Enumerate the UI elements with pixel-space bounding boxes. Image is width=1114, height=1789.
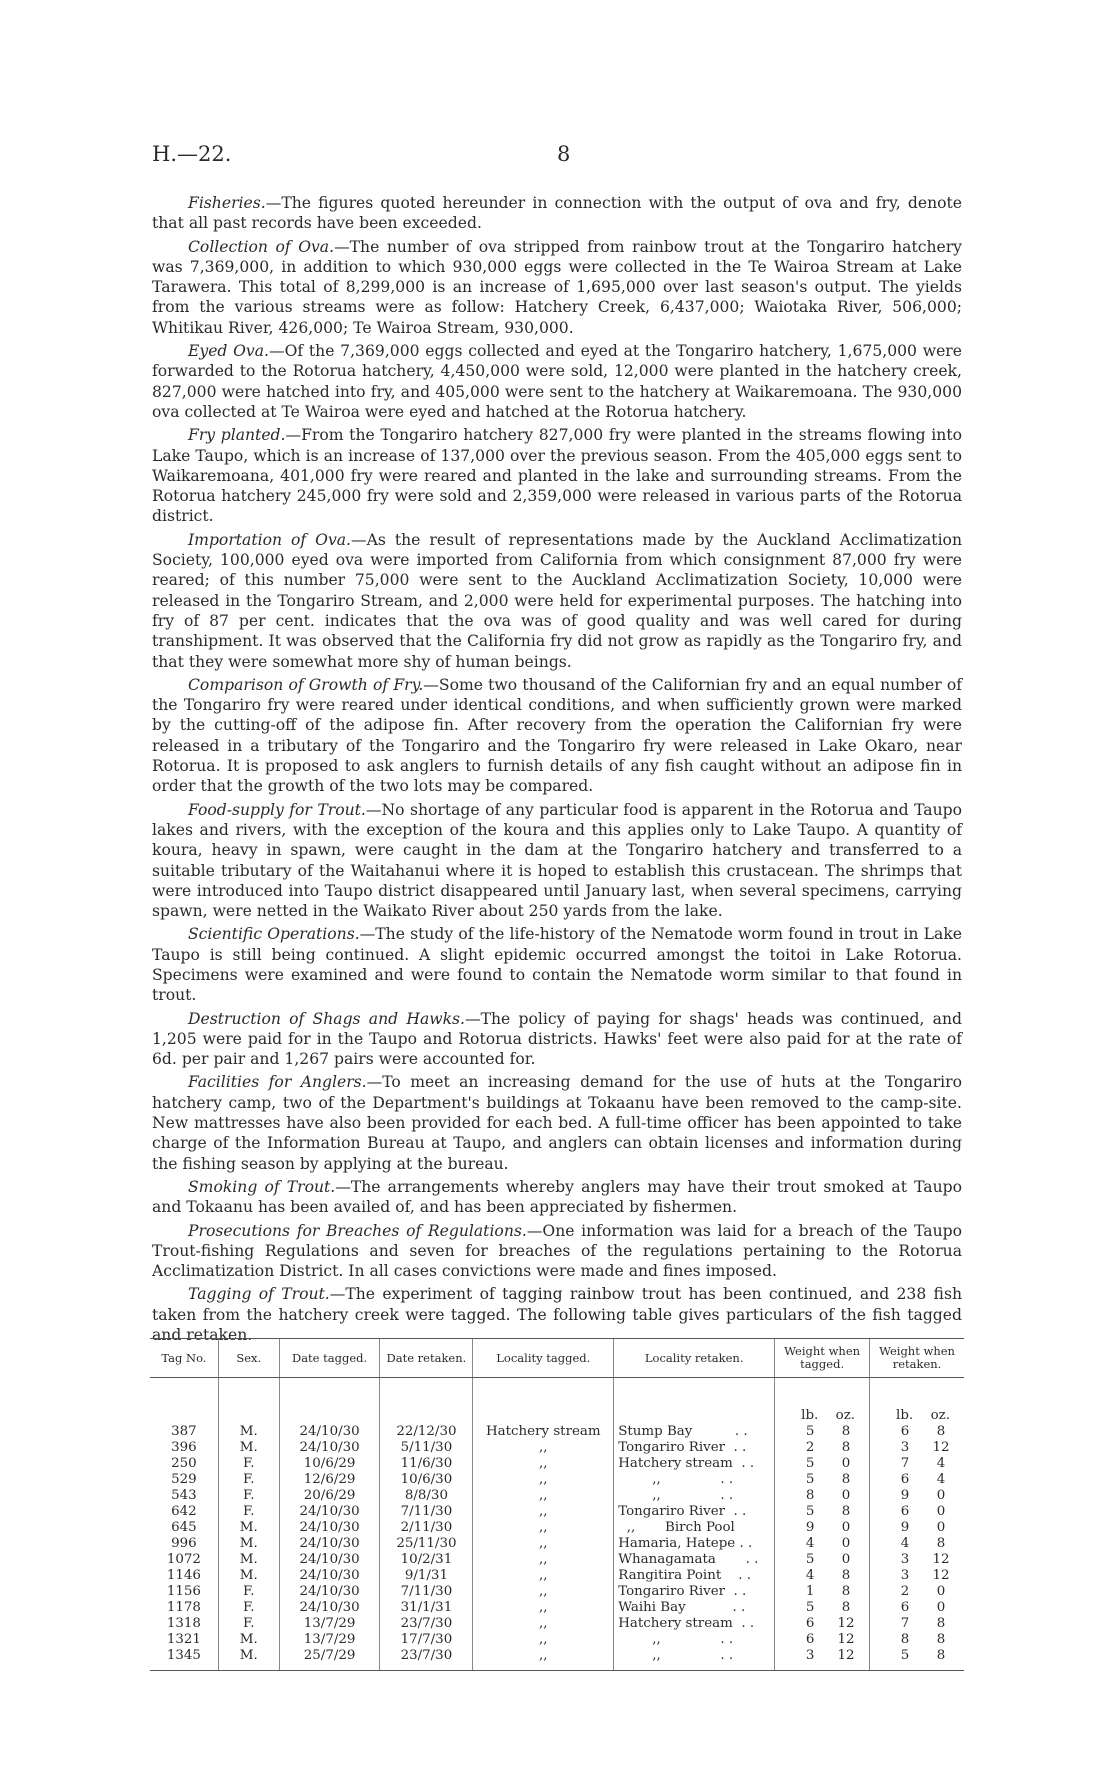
table-row <box>150 1600 964 1616</box>
weight-lb: 2 <box>900 1584 910 1599</box>
cell-weight-tagged <box>775 1568 870 1584</box>
paragraph-text: —The study of the life-history of the Nematode worm found in trout in Lake Taupo is still being continued. A slight epidemic occurred amongst the toitoi in Lake Rotorua. Specimens were examined and were found to contain the Nematode worm similar to that found in trout. <box>152 925 962 1005</box>
cell-date-retaken: 11/6/30 <box>380 1456 473 1472</box>
header-weight-tagged: Weight when tagged. <box>775 1339 870 1378</box>
unit-lb: lb. <box>896 1408 914 1423</box>
cell-weight-tagged <box>775 1552 870 1568</box>
tagging-table <box>150 1338 964 1671</box>
cell-tag-no: 529 <box>171 1472 197 1487</box>
units-tagged <box>775 1378 870 1425</box>
paragraph-title: Collection of Ova. <box>188 237 335 256</box>
paragraph <box>152 1221 962 1282</box>
weight-oz: 8 <box>936 1536 946 1551</box>
cell-weight-tagged <box>775 1600 870 1616</box>
weight-oz: 12 <box>932 1440 950 1455</box>
weight-lb: 6 <box>805 1632 815 1647</box>
paragraph-title: Destruction of Shags and Hawks. <box>188 1009 466 1028</box>
paragraph-text: —No shortage of any particular food is apparent in the Rotorua and Taupo lakes and rivers, with the exception of the koura and this applies only to Lake Taupo. A quantity of koura, heavy in spawn, were caught in the dam at the Tongariro hatchery and transferred to a suitable tributary of the Waitahanui where it is hoped to establish this crustacean. The shrimps that were introduced into Taupo district disappeared until January last, when several specimens, carrying spawn, were netted in the Waikato River about 250 yards from the lake. <box>152 800 962 921</box>
cell-weight-tagged <box>775 1424 870 1440</box>
cell-locality-tagged: ,, <box>473 1584 614 1600</box>
cell-weight-tagged <box>775 1536 870 1552</box>
cell-weight-retaken <box>870 1536 964 1552</box>
weight-oz: 12 <box>837 1648 855 1663</box>
unit-oz: oz. <box>835 1408 856 1423</box>
cell-locality-retaken: ,, . . <box>614 1488 775 1504</box>
paragraph-text: —To meet an increasing demand for the use of huts at the Tongariro hatchery camp, two of the Department's buildings at Tokaanu have been removed to the camp-site. New mattresses have also been provided for each bed. A full-time officer has been appointed to take charge of the Information Bureau at Taupo, and anglers can obtain licenses and information during the fishing season by applying at the bureau. <box>152 1073 962 1173</box>
cell-locality-retaken: Tongariro River . . <box>614 1440 775 1456</box>
cell-weight-tagged <box>775 1584 870 1600</box>
table-row <box>150 1424 964 1440</box>
page-number: 8 <box>557 142 571 166</box>
cell-weight-retaken <box>870 1648 964 1671</box>
cell-date-tagged: 24/10/30 <box>279 1600 380 1616</box>
weight-oz: 12 <box>932 1568 950 1583</box>
cell-locality-tagged: ,, <box>473 1616 614 1632</box>
cell-locality-tagged: ,, <box>473 1488 614 1504</box>
weight-lb: 5 <box>805 1456 815 1471</box>
cell-weight-retaken <box>870 1504 964 1520</box>
weight-lb: 5 <box>805 1504 815 1519</box>
paragraph-text: —The figures quoted hereunder in connection with the output of ova and fry, denote that all past records have been exceeded. <box>152 194 962 233</box>
header-locality-retaken: Locality retaken. <box>614 1339 775 1378</box>
paragraph-title: Food-supply for Trout. <box>188 800 366 819</box>
weight-oz: 4 <box>936 1472 946 1487</box>
cell-sex: M. <box>218 1568 279 1584</box>
cell-date-tagged: 24/10/30 <box>279 1584 380 1600</box>
cell-locality-retaken: Stump Bay . . <box>614 1424 775 1440</box>
cell-date-retaken: 5/11/30 <box>380 1440 473 1456</box>
cell-locality-tagged: ,, <box>473 1456 614 1472</box>
paragraph-text: —The experiment of tagging rainbow trout has been continued, and 238 fish taken from the hatchery creek were tagged. The following table gives particulars of the fish tagged and retaken. <box>152 1285 963 1345</box>
cell-tag-no: 1072 <box>166 1552 201 1567</box>
cell-locality-tagged: ,, <box>473 1552 614 1568</box>
cell-locality-retaken: ,, . . <box>614 1648 775 1671</box>
weight-oz: 0 <box>841 1520 851 1535</box>
cell-locality-tagged: ,, <box>473 1504 614 1520</box>
weight-lb: 7 <box>900 1456 910 1471</box>
table-row <box>150 1616 964 1632</box>
cell-sex: F. <box>218 1504 279 1520</box>
weight-oz: 8 <box>936 1424 946 1439</box>
cell-weight-retaken <box>870 1584 964 1600</box>
paragraph-title: Facilities for Anglers. <box>188 1073 367 1092</box>
paragraph-title: Scientific Operations. <box>188 925 360 944</box>
units-row <box>150 1378 964 1425</box>
cell-sex: F. <box>218 1456 279 1472</box>
cell-date-retaken: 8/8/30 <box>380 1488 473 1504</box>
paragraph-title: Importation of Ova. <box>188 530 352 549</box>
weight-oz: 0 <box>936 1600 946 1615</box>
paragraph <box>152 341 962 422</box>
paragraph-title: Eyed Ova. <box>188 342 269 361</box>
weight-oz: 0 <box>936 1488 946 1503</box>
page-header <box>152 142 962 170</box>
cell-weight-retaken <box>870 1616 964 1632</box>
cell-date-retaken: 23/7/30 <box>380 1616 473 1632</box>
cell-sex: M. <box>218 1440 279 1456</box>
cell-sex: F. <box>218 1488 279 1504</box>
cell-date-retaken: 10/2/31 <box>380 1552 473 1568</box>
weight-lb: 9 <box>900 1520 910 1535</box>
cell-weight-retaken <box>870 1632 964 1648</box>
weight-oz: 0 <box>936 1584 946 1599</box>
cell-date-tagged: 13/7/29 <box>279 1632 380 1648</box>
paragraph <box>152 193 962 234</box>
weight-oz: 12 <box>837 1632 855 1647</box>
cell-locality-tagged: ,, <box>473 1568 614 1584</box>
paragraph <box>152 924 962 1005</box>
paragraph-text: —The arrangements whereby anglers may have their trout smoked at Taupo and Tokaanu has been availed of, and has been appreciated by fishermen. <box>152 1177 962 1217</box>
cell-date-retaken: 17/7/30 <box>380 1632 473 1648</box>
header-sex: Sex. <box>218 1339 279 1378</box>
weight-lb: 7 <box>900 1616 910 1631</box>
cell-date-tagged: 12/6/29 <box>279 1472 380 1488</box>
cell-tag-no: 642 <box>171 1504 197 1519</box>
cell-locality-retaken: ,, . . <box>614 1472 775 1488</box>
weight-oz: 8 <box>841 1568 851 1583</box>
cell-weight-retaken <box>870 1552 964 1568</box>
paragraph-title: Tagging of Trout. <box>188 1285 330 1304</box>
paragraph-text: —From the Tongariro hatchery 827,000 fry were planted in the streams flowing into Lake Taupo, which is an increase of 137,000 over the previous season. From the 405,000 eggs sent to Waikaremoana, 401,000 fry were reared and planted in the lake and surrounding streams. From the Rotorua hatchery 245,000 fry were sold and 2,359,000 were released in various parts of the Rotorua district. <box>152 426 962 526</box>
cell-locality-tagged: ,, <box>473 1648 614 1671</box>
weight-lb: 3 <box>900 1568 910 1583</box>
cell-locality-tagged: ,, <box>473 1600 614 1616</box>
unit-oz: oz. <box>930 1408 950 1423</box>
weight-lb: 2 <box>805 1440 815 1455</box>
paragraph-title: Smoking of Trout. <box>188 1177 336 1196</box>
report-body <box>152 193 962 1348</box>
cell-date-retaken: 23/7/30 <box>380 1648 473 1671</box>
weight-oz: 8 <box>841 1440 851 1455</box>
cell-locality-tagged: ,, <box>473 1632 614 1648</box>
weight-oz: 8 <box>841 1472 851 1487</box>
header-tag-no: Tag No. <box>150 1339 218 1378</box>
cell-locality-tagged: ,, <box>473 1536 614 1552</box>
weight-lb: 9 <box>900 1488 910 1503</box>
cell-date-tagged: 24/10/30 <box>279 1520 380 1536</box>
weight-lb: 9 <box>805 1520 815 1535</box>
cell-weight-retaken <box>870 1472 964 1488</box>
cell-tag-no: 1156 <box>166 1584 201 1599</box>
weight-lb: 3 <box>900 1552 910 1567</box>
table-row <box>150 1552 964 1568</box>
weight-lb: 5 <box>805 1600 815 1615</box>
weight-oz: 0 <box>841 1536 851 1551</box>
cell-tag-no: 1178 <box>166 1600 201 1615</box>
cell-tag-no: 1321 <box>166 1632 201 1647</box>
cell-date-retaken: 25/11/30 <box>380 1536 473 1552</box>
weight-lb: 6 <box>900 1504 910 1519</box>
weight-oz: 8 <box>841 1424 851 1439</box>
cell-weight-tagged <box>775 1648 870 1671</box>
table-row <box>150 1632 964 1648</box>
cell-tag-no: 396 <box>171 1440 197 1455</box>
cell-tag-no: 1146 <box>166 1568 201 1583</box>
table-row <box>150 1488 964 1504</box>
cell-locality-retaken: ,, Birch Pool <box>614 1520 775 1536</box>
cell-tag-no: 250 <box>171 1456 197 1471</box>
cell-locality-retaken: Waihi Bay . . <box>614 1600 775 1616</box>
cell-weight-retaken <box>870 1520 964 1536</box>
cell-sex: M. <box>218 1648 279 1671</box>
weight-lb: 1 <box>805 1584 815 1599</box>
weight-oz: 8 <box>841 1504 851 1519</box>
paragraph <box>152 237 962 338</box>
paragraph-text: —As the result of representations made by the Auckland Acclimatization Society, 100,000 eyed ova were imported from California from which consignment 87,000 fry were reared; of this number 75,000 were sent to the Auckland Acclimatization Society, 10,000 were released in the Tongariro Stream, and 2,000 were held for experimental purposes. The hatching into fry of 87 per cent. indicates that the ova was of good quality and was well cared for during transhipment. It was observed that the California fry did not grow as rapidly as the Tongariro fry, and that they were somewhat more shy of human beings. <box>152 530 962 671</box>
cell-sex: F. <box>218 1600 279 1616</box>
weight-lb: 6 <box>900 1600 910 1615</box>
paragraph <box>152 530 962 672</box>
header-date-tagged: Date tagged. <box>279 1339 380 1378</box>
cell-date-tagged: 24/10/30 <box>279 1424 380 1440</box>
weight-lb: 5 <box>805 1472 815 1487</box>
header-locality-tagged: Locality tagged. <box>473 1339 614 1378</box>
cell-weight-tagged <box>775 1520 870 1536</box>
paragraph-text: —Of the 7,369,000 eggs collected and eyed at the Tongariro hatchery, 1,675,000 were forwarded to the Rotorua hatchery, 4,450,000 were sold, 12,000 were planted in the hatchery creek, 827,000 were hatched into fry, and 405,000 were sent to the hatchery at Waikaremoana. The 930,000 ova collected at Te Wairoa were eyed and hatched at the Rotorua hatchery. <box>152 342 962 421</box>
cell-locality-tagged: ,, <box>473 1472 614 1488</box>
cell-locality-retaken: Tongariro River . . <box>614 1504 775 1520</box>
cell-tag-no: 1345 <box>150 1648 218 1671</box>
weight-lb: 4 <box>900 1536 910 1551</box>
cell-sex: M. <box>218 1632 279 1648</box>
cell-sex: M. <box>218 1520 279 1536</box>
paragraph-title: Fry planted. <box>188 426 286 445</box>
cell-locality-retaken: Hatchery stream . . <box>614 1456 775 1472</box>
cell-locality-retaken: Tongariro River . . <box>614 1584 775 1600</box>
document-reference: H.—22. <box>152 142 232 166</box>
weight-oz: 4 <box>936 1456 946 1471</box>
table-row <box>150 1440 964 1456</box>
cell-locality-retaken: Rangitira Point . . <box>614 1568 775 1584</box>
cell-date-tagged: 24/10/30 <box>279 1568 380 1584</box>
cell-weight-retaken <box>870 1600 964 1616</box>
paragraph-title: Prosecutions for Breaches of Regulations. <box>188 1221 527 1240</box>
table-row <box>150 1536 964 1552</box>
paragraph <box>152 800 962 922</box>
header-date-retaken: Date retaken. <box>380 1339 473 1378</box>
weight-lb: 6 <box>805 1616 815 1631</box>
cell-locality-tagged: Hatchery stream <box>473 1424 614 1440</box>
paragraph <box>152 675 962 797</box>
paragraph <box>152 1009 962 1070</box>
cell-sex: M. <box>218 1552 279 1568</box>
cell-date-tagged: 24/10/30 <box>279 1536 380 1552</box>
weight-oz: 0 <box>936 1520 946 1535</box>
cell-date-tagged: 10/6/29 <box>279 1456 380 1472</box>
table-row <box>150 1456 964 1472</box>
cell-date-retaken: 22/12/30 <box>380 1424 473 1440</box>
cell-weight-tagged <box>775 1472 870 1488</box>
cell-sex: F. <box>218 1472 279 1488</box>
cell-date-tagged: 24/10/30 <box>279 1552 380 1568</box>
unit-lb: lb. <box>801 1408 819 1423</box>
cell-locality-retaken: Hamaria, Hatepe . . <box>614 1536 775 1552</box>
cell-weight-tagged <box>775 1488 870 1504</box>
cell-tag-no: 1318 <box>166 1616 201 1631</box>
cell-sex: M. <box>218 1424 279 1440</box>
paragraph <box>152 1072 962 1173</box>
cell-date-retaken: 31/1/31 <box>380 1600 473 1616</box>
table-row <box>150 1648 964 1671</box>
cell-date-retaken: 9/1/31 <box>380 1568 473 1584</box>
weight-oz: 0 <box>841 1552 851 1567</box>
weight-lb: 6 <box>900 1472 910 1487</box>
weight-oz: 12 <box>837 1616 855 1631</box>
units-retaken <box>870 1378 964 1425</box>
weight-lb: 3 <box>805 1648 815 1663</box>
paragraph <box>152 425 962 526</box>
cell-tag-no: 543 <box>171 1488 197 1503</box>
cell-weight-retaken <box>870 1456 964 1472</box>
paragraph-title: Comparison of Growth of Fry. <box>188 675 424 694</box>
cell-sex: M. <box>218 1536 279 1552</box>
paragraph-title: Fisheries. <box>188 194 266 212</box>
cell-date-tagged: 24/10/30 <box>279 1504 380 1520</box>
weight-lb: 5 <box>805 1552 815 1567</box>
cell-weight-tagged <box>775 1632 870 1648</box>
weight-lb: 4 <box>805 1536 815 1551</box>
paragraph <box>152 1177 962 1218</box>
cell-tag-no: 996 <box>171 1536 197 1551</box>
cell-date-retaken: 2/11/30 <box>380 1520 473 1536</box>
cell-locality-tagged: ,, <box>473 1440 614 1456</box>
cell-weight-retaken <box>870 1488 964 1504</box>
cell-sex: F. <box>218 1616 279 1632</box>
weight-oz: 0 <box>841 1456 851 1471</box>
cell-date-retaken: 10/6/30 <box>380 1472 473 1488</box>
cell-locality-retaken: Hatchery stream . . <box>614 1616 775 1632</box>
weight-lb: 8 <box>805 1488 815 1503</box>
header-weight-retaken: Weight when retaken. <box>870 1339 964 1378</box>
paragraph-text: —The policy of paying for shags' heads was continued, and 1,205 were paid for in the Taupo and Rotorua districts. Hawks' feet were also paid for at the rate of 6d. per pair and 1,267 pairs were accounted for. <box>152 1009 962 1069</box>
cell-tag-no: 387 <box>171 1424 197 1439</box>
cell-locality-retaken: ,, . . <box>614 1632 775 1648</box>
cell-date-retaken: 7/11/30 <box>380 1584 473 1600</box>
cell-weight-retaken <box>870 1424 964 1440</box>
cell-weight-tagged <box>775 1504 870 1520</box>
weight-lb: 8 <box>900 1632 910 1647</box>
paragraph-text: —The number of ova stripped from rainbow trout at the Tongariro hatchery was 7,369,000, in addition to which 930,000 eggs were collected in the Te Wairoa Stream at Lake Tarawera. This total of 8,299,000 is an increase of 1,695,000 over last season's output. The yields from the various streams were as follow: Hatchery Creek, 6,437,000; Waiotaka River, 506,000; Whitikau River, 426,000; Te Wairoa Stream, 930,000. <box>152 237 962 337</box>
cell-weight-tagged <box>775 1616 870 1632</box>
cell-tag-no: 645 <box>171 1520 197 1535</box>
weight-oz: 8 <box>936 1616 946 1631</box>
weight-oz: 8 <box>841 1584 851 1599</box>
cell-date-tagged: 25/7/29 <box>279 1648 380 1671</box>
paragraph-text: —One information was laid for a breach of the Taupo Trout-fishing Regulations and seven for breaches of the regulations pertaining to the Rotorua Acclimatization District. In all cases convictions were made and fines imposed. <box>152 1221 962 1281</box>
cell-weight-retaken <box>870 1568 964 1584</box>
weight-oz: 8 <box>841 1600 851 1615</box>
cell-date-tagged: 13/7/29 <box>279 1616 380 1632</box>
table-row <box>150 1520 964 1536</box>
weight-lb: 3 <box>900 1440 910 1455</box>
table-row <box>150 1568 964 1584</box>
table-row <box>150 1472 964 1488</box>
table-row <box>150 1504 964 1520</box>
weight-lb: 4 <box>805 1568 815 1583</box>
cell-weight-retaken <box>870 1440 964 1456</box>
weight-lb: 6 <box>900 1424 910 1439</box>
cell-locality-tagged: ,, <box>473 1520 614 1536</box>
weight-oz: 0 <box>841 1488 851 1503</box>
paragraph <box>152 1284 962 1345</box>
cell-date-tagged: 20/6/29 <box>279 1488 380 1504</box>
weight-oz: 0 <box>936 1504 946 1519</box>
weight-lb: 5 <box>900 1648 910 1663</box>
weight-oz: 8 <box>936 1632 946 1647</box>
table-row <box>150 1584 964 1600</box>
cell-locality-retaken: Whanagamata . . <box>614 1552 775 1568</box>
cell-date-tagged: 24/10/30 <box>279 1440 380 1456</box>
paragraph-text: —Some two thousand of the Californian fry and an equal number of the Tongariro fry were reared under identical conditions, and when sufficiently grown were marked by the cutting-off of the adipose fin. After recovery from the operation the Californian fry were released in a tributary of the Tongariro and the Tongariro fry were released in Lake Okaro, near Rotorua. It is proposed to ask anglers to furnish details of any fish caught without an adipose fin in order that the growth of the two lots may be compared. <box>152 675 962 796</box>
cell-date-retaken: 7/11/30 <box>380 1504 473 1520</box>
table-body <box>150 1378 964 1671</box>
weight-oz: 8 <box>936 1648 946 1663</box>
cell-sex: F. <box>218 1584 279 1600</box>
weight-oz: 12 <box>932 1552 950 1567</box>
weight-lb: 5 <box>805 1424 815 1439</box>
cell-weight-tagged <box>775 1456 870 1472</box>
cell-weight-tagged <box>775 1440 870 1456</box>
